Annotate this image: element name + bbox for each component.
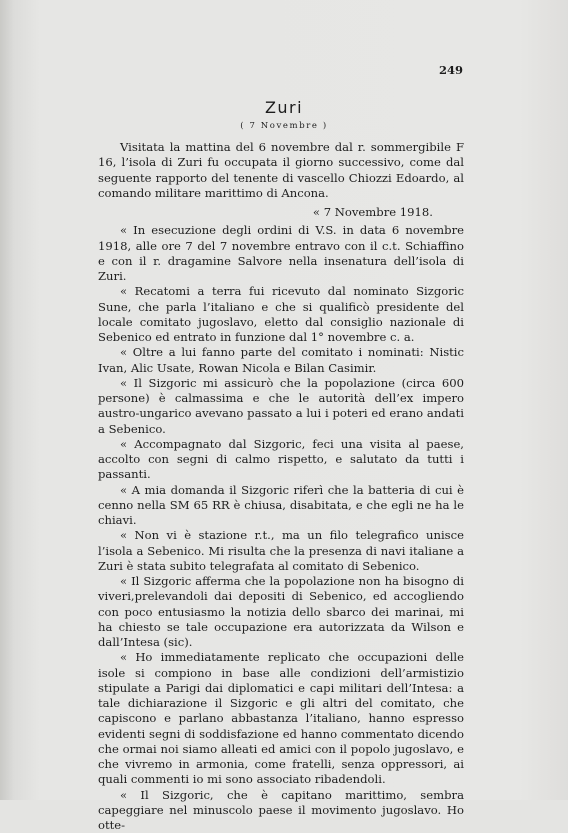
intro-paragraph: Visitata la mattina del 6 novembre dal r. sommergibile F 16, l’isola di Zuri fu occupata il giorno successivo, come dal seguente rapporto del tenente di vascello Chiozzi Edoardo, al comando militare marittimo di Ancona. [98, 140, 464, 201]
section-title: Zuri [0, 98, 568, 117]
report-paragraph: « Accompagnato dal Sizgoric, feci una visita al paese, accolto con segni di calmo rispetto, e salutato da tutti i passanti. [98, 437, 464, 483]
report-paragraph: « Il Sizgoric afferma che la popolazione non ha bisogno di viveri,prelevandoli dai depositi di Sebenico, ed accogliendo con poco entusiasmo la notizia dello sbarco dei marinai, mi ha chiesto se tale occupazione era autorizzata da Wilson e dall’Intesa (sic). [98, 574, 464, 650]
page-number: 249 [423, 63, 463, 77]
report-paragraph: « In esecuzione degli ordini di V.S. in data 6 novembre 1918, alle ore 7 del 7 novembre entravo con il c.t. Schiaffino e con il r. dragamine Salvore nella insenatura dell’isola di Zuri. [98, 223, 464, 284]
body-text [98, 140, 464, 833]
report-dateline: « 7 Novembre 1918. [98, 205, 433, 220]
section-date: ( 7 Novembre ) [0, 121, 568, 131]
report-paragraph: « Oltre a lui fanno parte del comitato i nominati: Nistic Ivan, Alic Usate, Rowan Nicola e Bilan Casimir. [98, 345, 464, 376]
report-paragraph: « Il Sizgoric, che è capitano marittimo, sembra capeggiare nel minuscolo paese il movimento jugoslavo. Ho otte- [98, 788, 464, 833]
report-paragraph: « Ho immediatamente replicato che occupazioni delle isole si compiono in base alle condizioni dell’armistizio stipulate a Parigi dai diplomatici e capi militari dell’Intesa: a tale dichiarazione il Sizgoric e gli altri del comitato, che capiscono e parlano abbastanza l’italiano, hanno espresso evidenti segni di soddisfazione ed hanno commentato dicendo che ormai noi siamo alleati ed amici con il popolo jugoslavo, e che vivremo in armonia, come fratelli, senza oppressori, ai quali commenti io mi sono associato ribadendoli. [98, 650, 464, 787]
report-paragraph: « Non vi è stazione r.t., ma un filo telegrafico unisce l’isola a Sebenico. Mi risulta che la presenza di navi italiane a Zuri è stata subito telegrafata al comitato di Sebenico. [98, 528, 464, 574]
report-paragraph: « Il Sizgoric mi assicurò che la popolazione (circa 600 persone) è calmassima e che le autorità dell’ex impero austro-ungarico avevano passato a lui i poteri ed erano andati a Sebenico. [98, 376, 464, 437]
report-paragraph: « A mia domanda il Sizgoric riferì che la batteria di cui è cenno nella SM 65 RR è chiusa, disabitata, e che egli ne ha le chiavi. [98, 483, 464, 529]
report-paragraph: « Recatomi a terra fui ricevuto dal nominato Sizgoric Sune, che parla l’italiano e che si qualificò presidente del locale comitato jugoslavo, eletto dal consiglio nazionale di Sebenico ed entrato in funzione dal 1° novembre c. a. [98, 284, 464, 345]
